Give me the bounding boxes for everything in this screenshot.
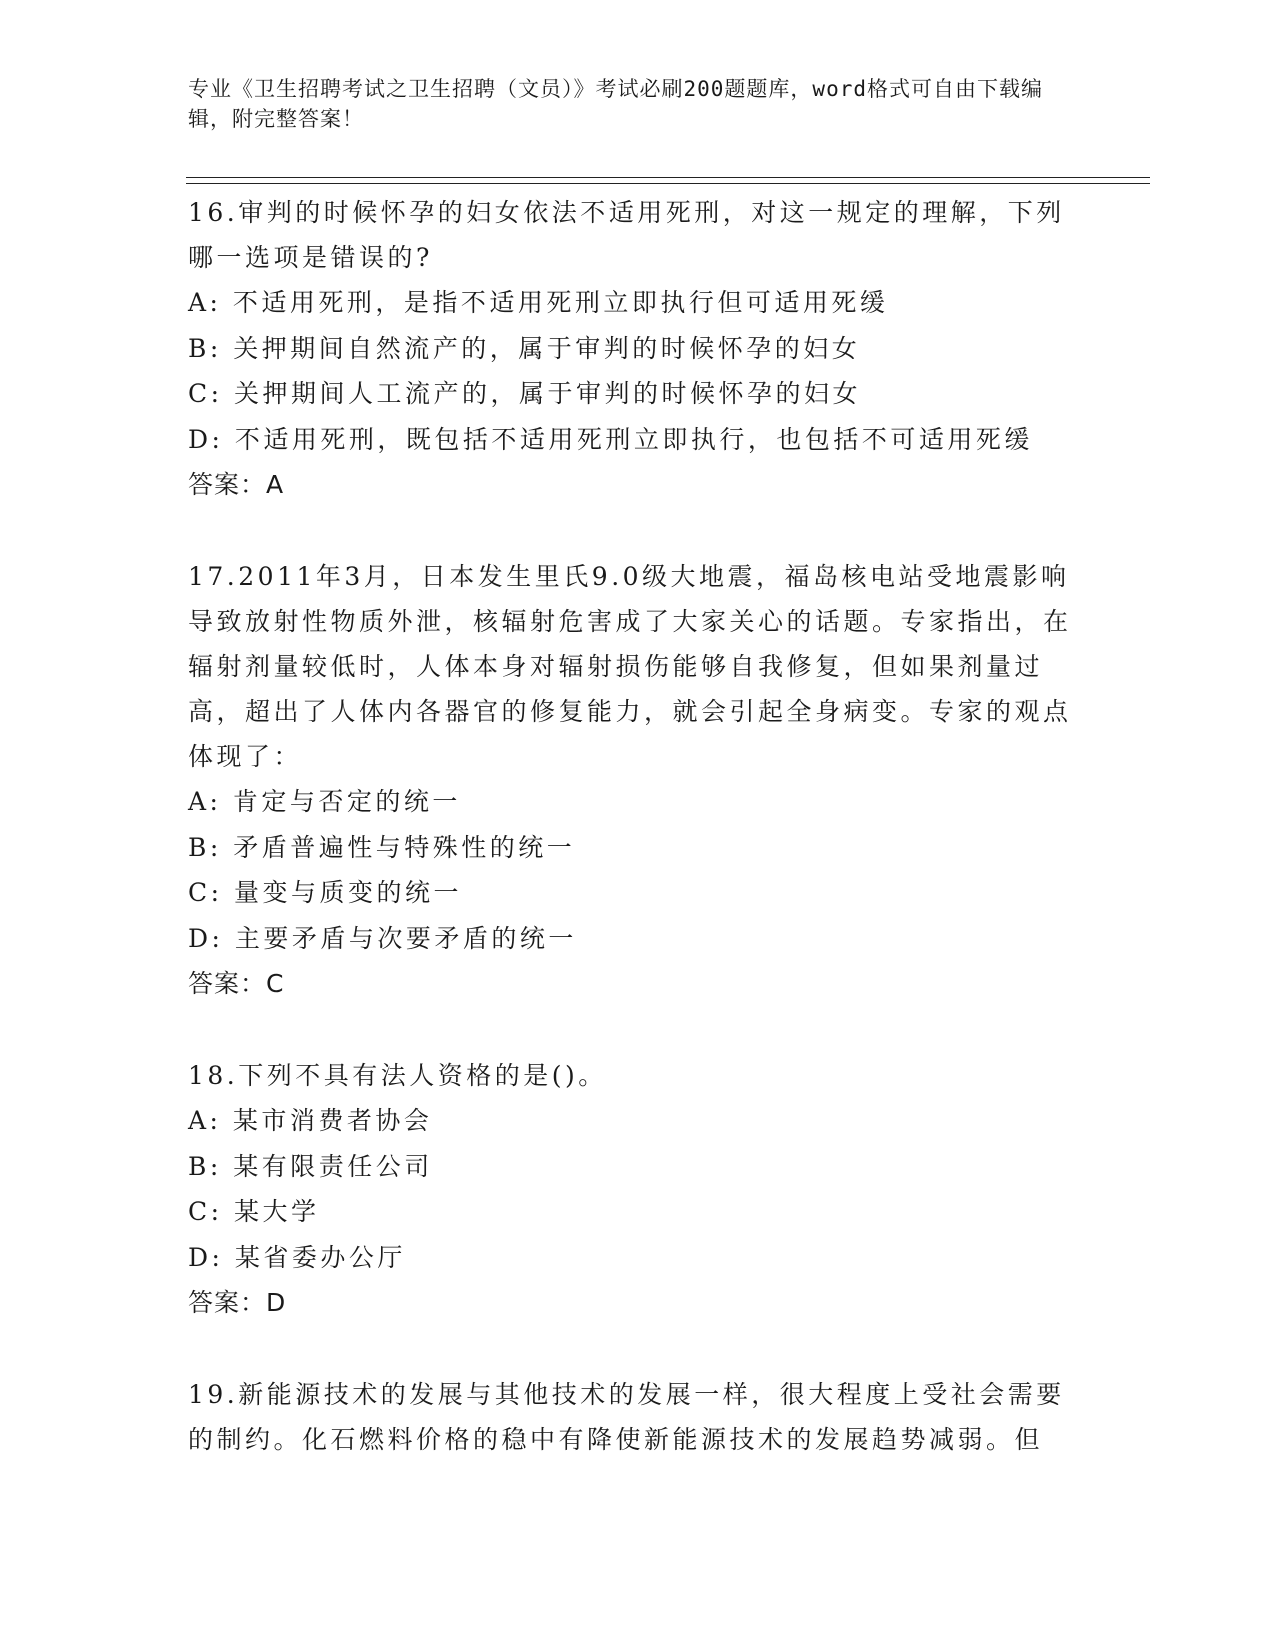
answer-line: 答案：D	[188, 1288, 287, 1317]
option-d: D: 不适用死刑，既包括不适用死刑立即执行，也包括不可适用死缓	[188, 424, 1033, 454]
question-stem: 17.2011年3月，日本发生里氏9.0级大地震，福岛核电站受地震影响导致放射性物质外泄，核辐射危害成了大家关心的话题。专家指出，在辐射剂量较低时，人体本身对辐射损伤能够自我修复，但如果剂量过高，超出了人体内各器官的修复能力，就会引起全身病变。专家的观点体现了：	[188, 562, 1072, 771]
question-19	[188, 1372, 1088, 1462]
option-c: C: 量变与质变的统一	[188, 878, 462, 907]
option-a: A: 某市消费者协会	[188, 1106, 433, 1135]
option-b: B: 某有限责任公司	[188, 1151, 433, 1181]
question-stem: 16.审判的时候怀孕的妇女依法不适用死刑，对这一规定的理解，下列哪一选项是错误的?	[188, 198, 1065, 272]
option-b: B: 矛盾普遍性与特殊性的统一	[188, 832, 576, 862]
header-divider-top	[186, 177, 1150, 178]
question-16	[188, 190, 1088, 508]
question-18	[188, 1053, 1088, 1326]
answer-line: 答案：C	[188, 969, 285, 998]
header-divider-bottom	[186, 183, 1150, 184]
question-stem: 18.下列不具有法人资格的是()。	[188, 1061, 607, 1090]
question-17	[188, 554, 1088, 1007]
option-d: D: 主要矛盾与次要矛盾的统一	[188, 923, 577, 953]
option-d: D: 某省委办公厅	[188, 1242, 406, 1272]
option-a: A: 肯定与否定的统一	[188, 787, 461, 816]
question-list	[188, 190, 1088, 1508]
option-a: A: 不适用死刑，是指不适用死刑立即执行但可适用死缓	[188, 288, 889, 317]
document-header: 专业《卫生招聘考试之卫生招聘（文员）》考试必刷200题题库，word格式可自由下载编辑，附完整答案！	[188, 77, 1043, 131]
question-stem: 19.新能源技术的发展与其他技术的发展一样，很大程度上受社会需要的制约。化石燃料价格的稳中有降使新能源技术的发展趋势减弱。但	[188, 1380, 1065, 1454]
option-c: C: 某大学	[188, 1197, 320, 1226]
option-c: C: 关押期间人工流产的，属于审判的时候怀孕的妇女	[188, 379, 862, 408]
answer-line: 答案：A	[188, 470, 285, 499]
option-b: B: 关押期间自然流产的，属于审判的时候怀孕的妇女	[188, 333, 861, 363]
